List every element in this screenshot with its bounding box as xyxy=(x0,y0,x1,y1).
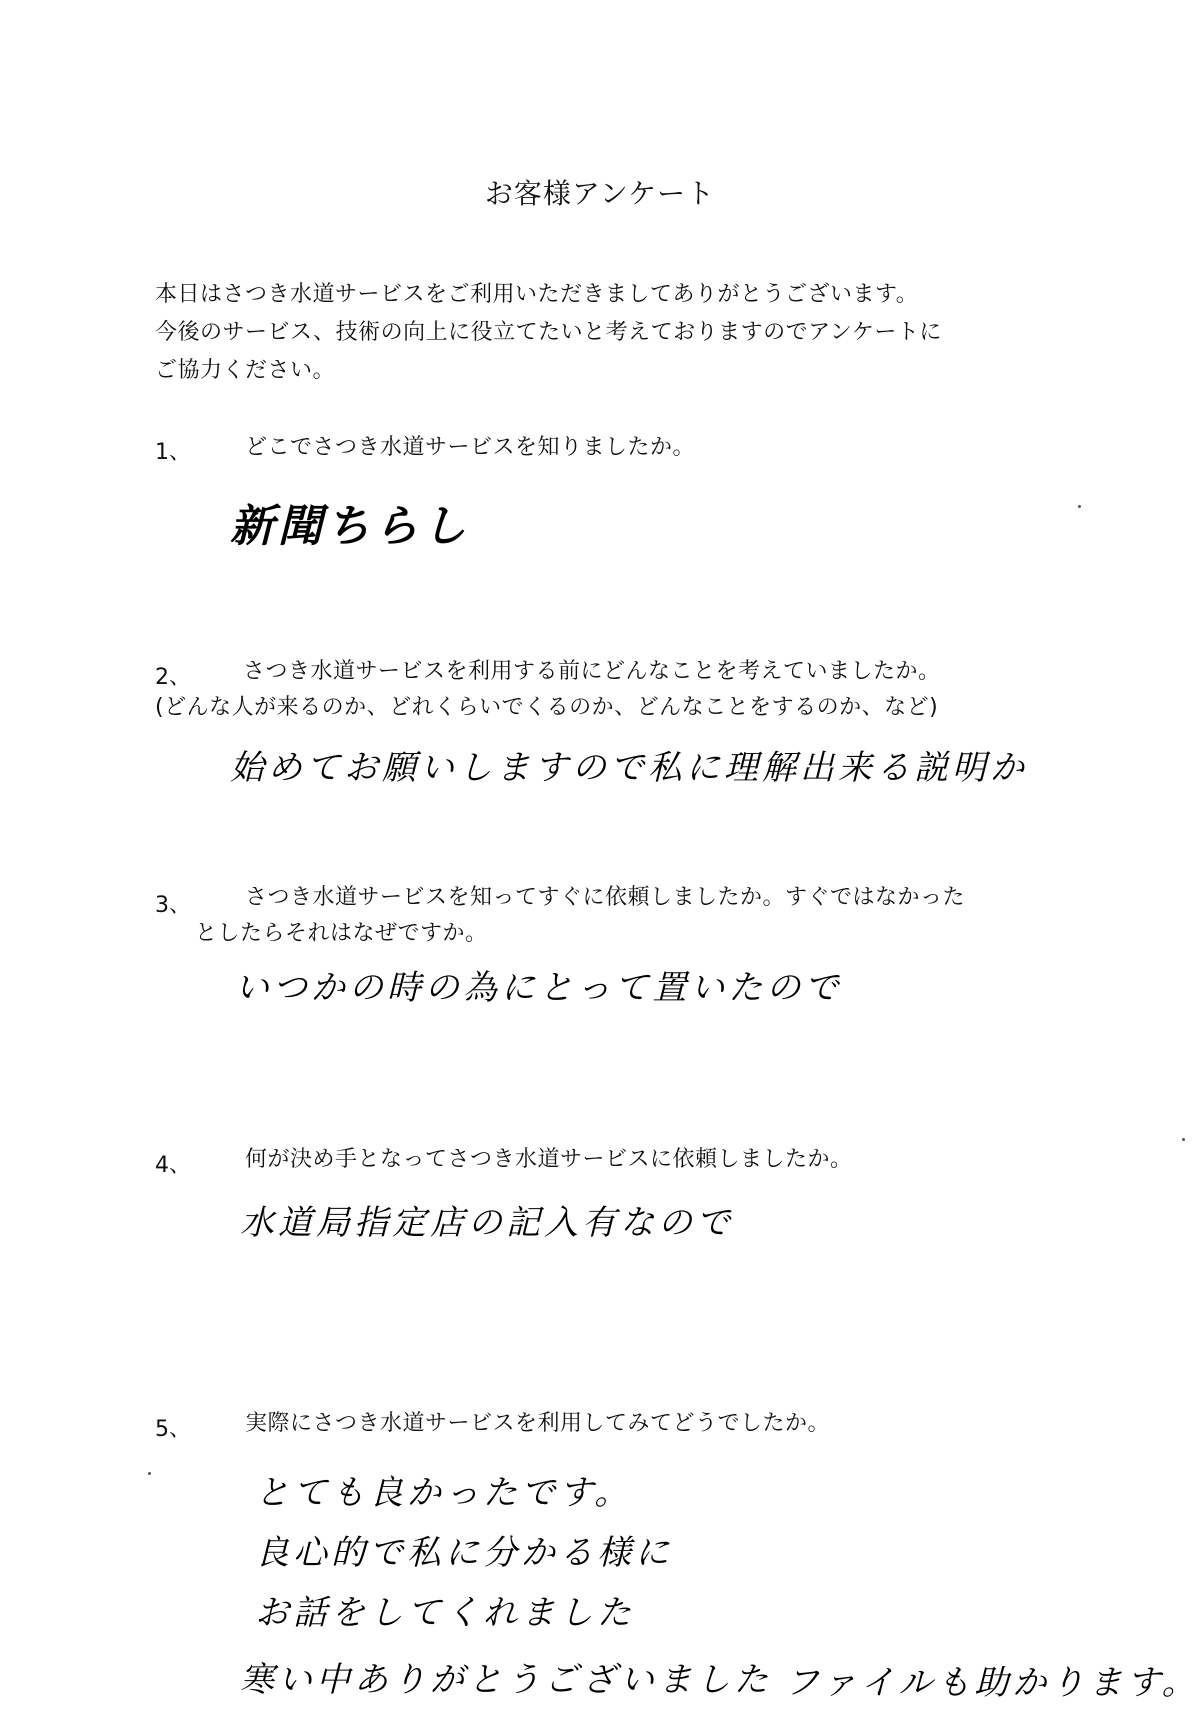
answer-5-handwriting-line: ファイルも助かります。 xyxy=(785,1663,1200,1703)
question-3-text xyxy=(195,880,965,952)
question-4-number: 4、 xyxy=(155,1153,191,1178)
intro-line: 今後のサービス、技術の向上に役立てたいと考えておりますのでアンケートに xyxy=(155,320,942,345)
intro-text xyxy=(155,276,942,390)
intro-line: 本日はさつき水道サービスをご利用いただきましてありがとうございます。 xyxy=(155,282,919,307)
question-2-text xyxy=(155,654,941,726)
question-5-number: 5、 xyxy=(155,1417,191,1442)
question-1-text xyxy=(245,430,695,466)
question-1-number: 1、 xyxy=(155,440,191,465)
scan-speck xyxy=(1078,505,1081,508)
question-line: どこでさつき水道サービスを知りましたか。 xyxy=(245,435,696,460)
answer-2-handwriting: 始めてお願いしますので私に理解出来る説明か xyxy=(230,748,1028,788)
scan-speck xyxy=(1182,1138,1185,1141)
question-line: (どんな人が来るのか、どれくらいでくるのか、どんなことをするのか、など) xyxy=(155,695,939,720)
question-4-text xyxy=(245,1142,853,1178)
answer-5-handwriting-line: お話をしてくれました xyxy=(255,1593,635,1633)
question-3-number: 3、 xyxy=(155,893,191,918)
question-line: 何が決め手となってさつき水道サービスに依頼しましたか。 xyxy=(245,1147,853,1172)
answer-5-handwriting-line: とても良かったです。 xyxy=(255,1473,633,1513)
question-line: としたらそれはなぜですか。 xyxy=(195,921,488,946)
answer-5-handwriting-line: 良心的で私に分かる様に xyxy=(255,1533,673,1573)
scan-speck xyxy=(148,1472,151,1475)
answer-4-handwriting: 水道局指定店の記入有なので xyxy=(240,1203,734,1243)
answer-3-handwriting: いつかの時の為にとって置いたので xyxy=(235,968,843,1008)
survey-title: お客様アンケート xyxy=(484,177,716,210)
answer-5-handwriting-line: 寒い中ありがとうございました xyxy=(240,1660,772,1700)
intro-line: ご協力ください。 xyxy=(155,358,336,383)
question-line: 実際にさつき水道サービスを利用してみてどうでしたか。 xyxy=(245,1411,831,1436)
question-line: さつき水道サービスを利用する前にどんなことを考えていましたか。 xyxy=(243,659,941,684)
question-5-text xyxy=(245,1406,830,1442)
question-2-number: 2、 xyxy=(155,665,191,690)
question-line: さつき水道サービスを知ってすぐに依頼しましたか。すぐではなかった xyxy=(245,885,966,910)
answer-1-handwriting: 新聞ちらし xyxy=(230,501,470,552)
